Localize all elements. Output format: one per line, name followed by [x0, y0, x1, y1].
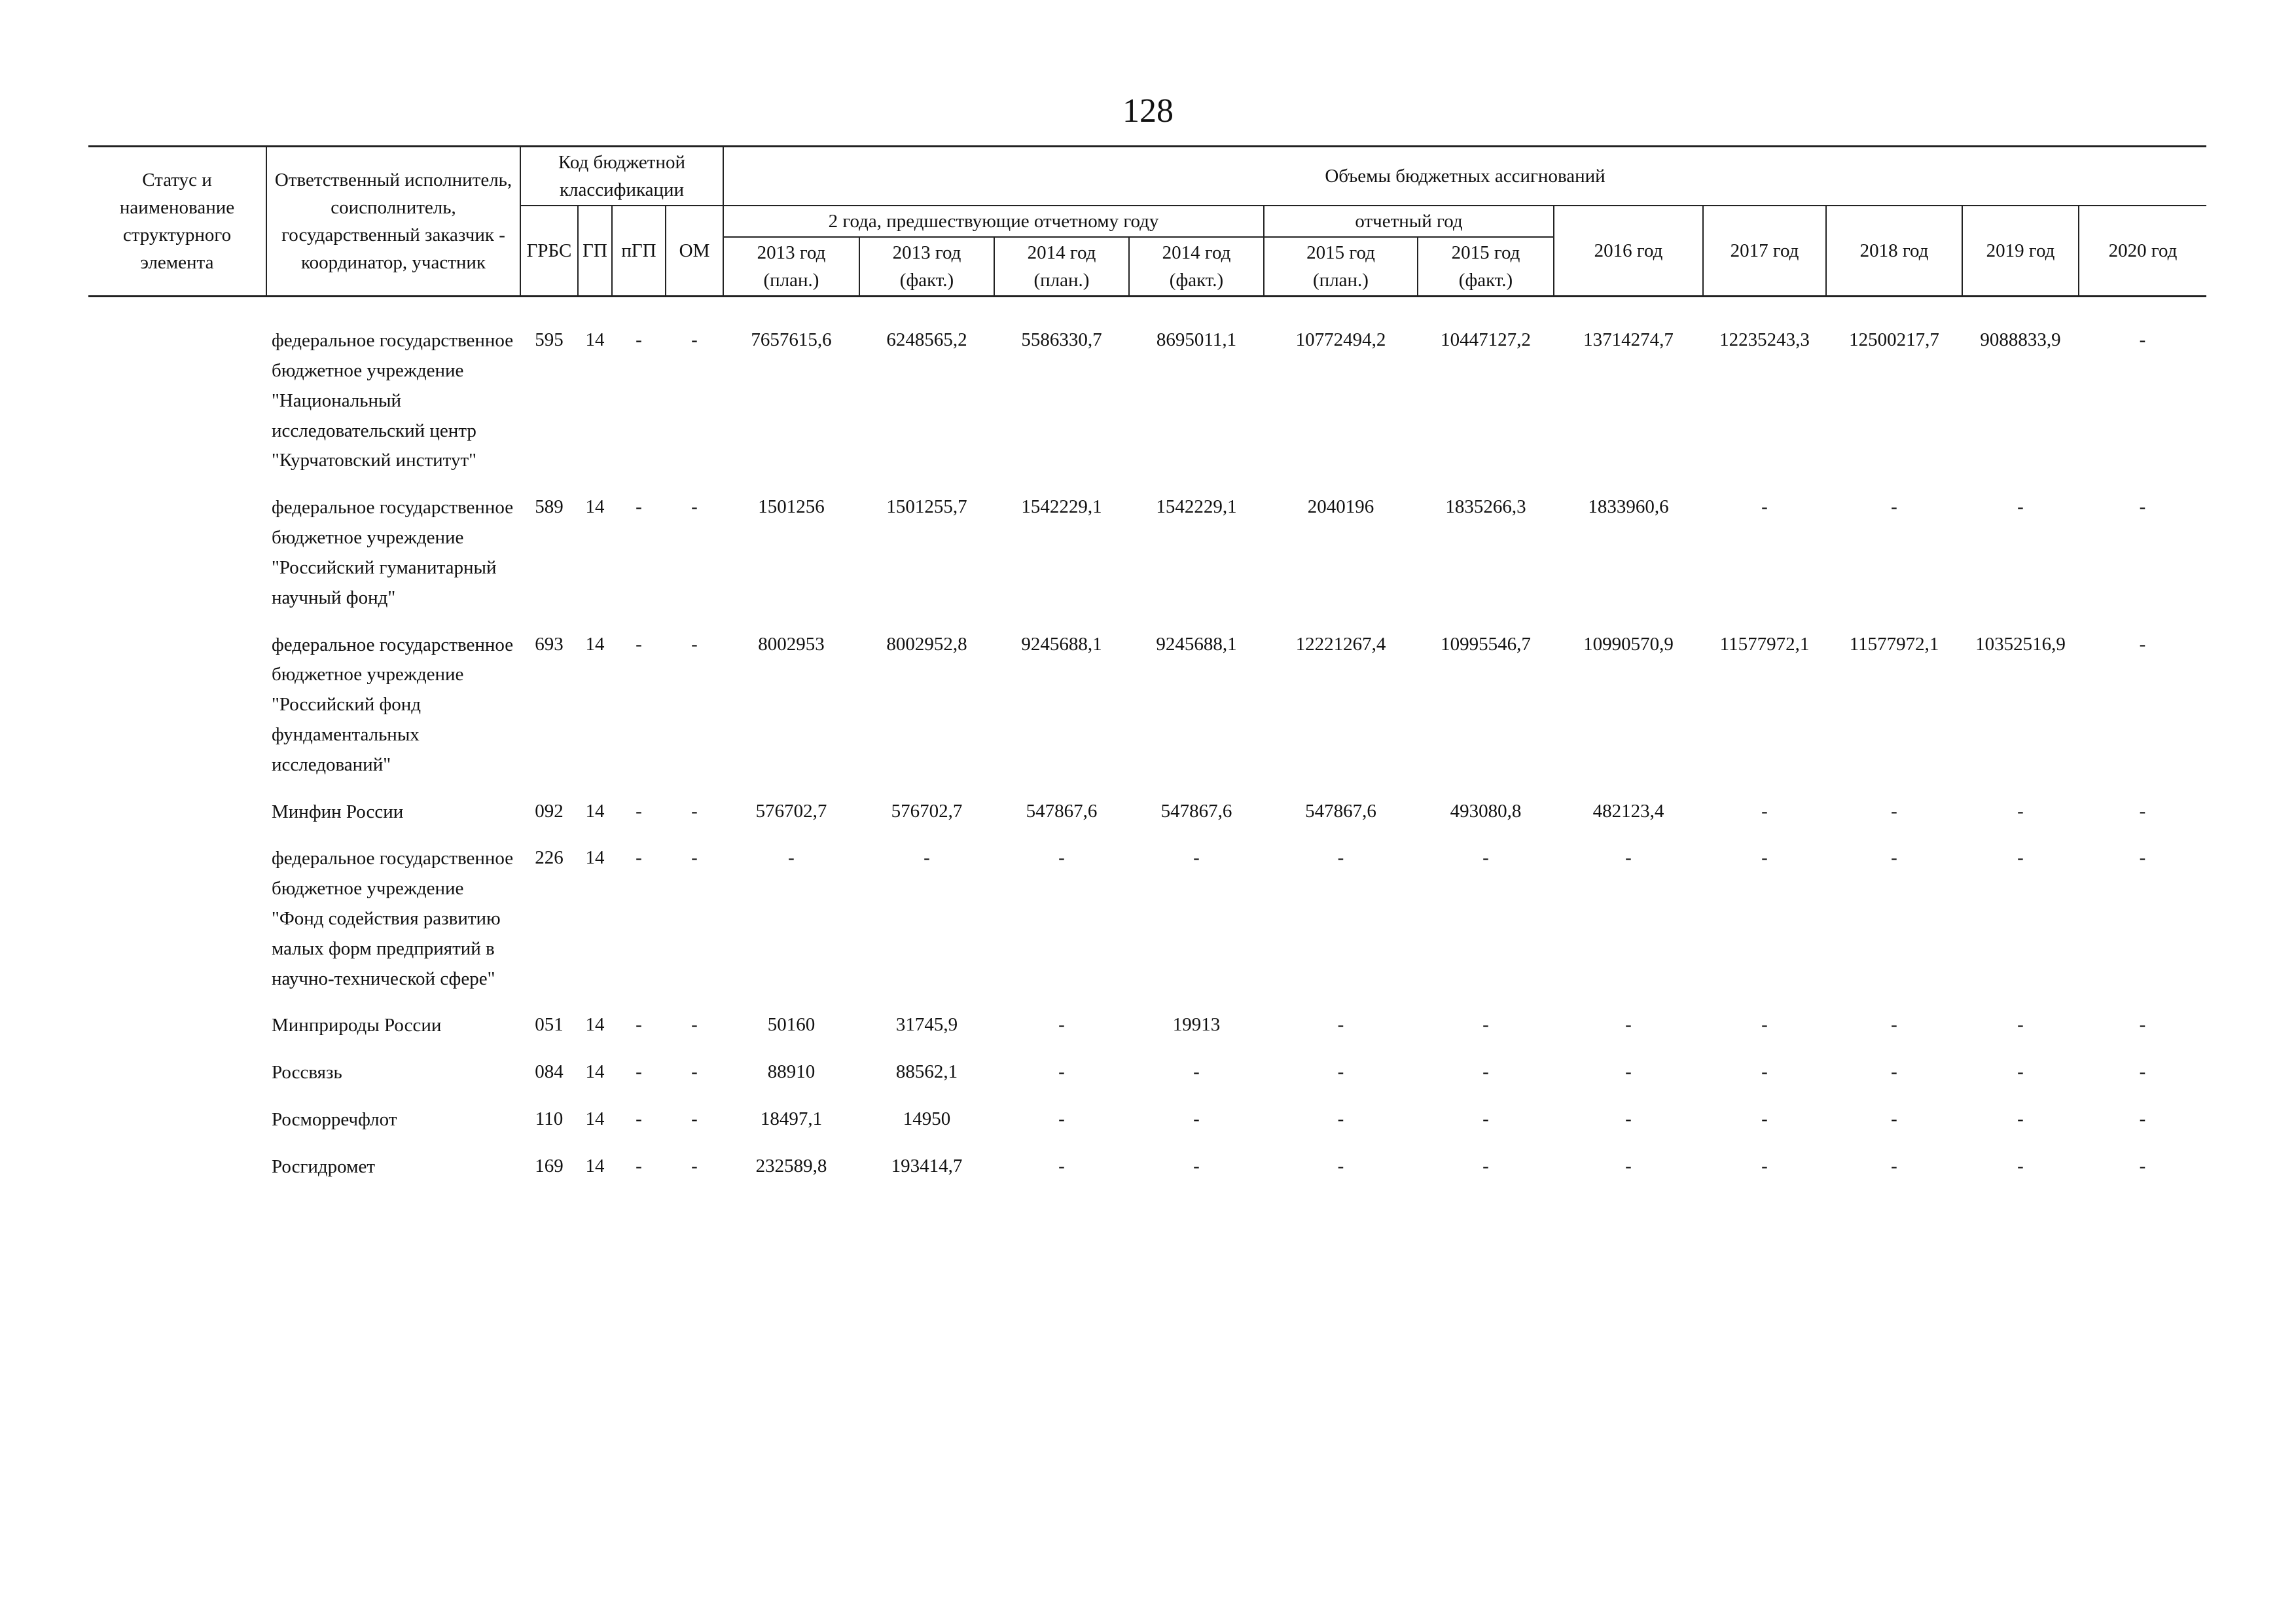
- value-cell: -: [1891, 1155, 1897, 1176]
- value-cell: 10772494,2: [1295, 329, 1386, 351]
- header-2014-plan: 2014 год (план.): [994, 237, 1129, 297]
- header-pgp: пГП: [612, 206, 666, 297]
- value-cell: -: [2139, 1014, 2146, 1036]
- value-cell: 8002953: [758, 633, 825, 655]
- pgp-cell: -: [636, 1108, 642, 1130]
- value-cell: -: [2139, 329, 2146, 351]
- value-cell: -: [1891, 847, 1897, 869]
- table-row: [88, 297, 2206, 494]
- value-cell: 1501256: [758, 496, 825, 518]
- value-cell: 5586330,7: [1021, 329, 1102, 351]
- value-cell: -: [2017, 1061, 2024, 1083]
- value-cell: 88910: [767, 1061, 816, 1083]
- value-cell: -: [1058, 1108, 1065, 1130]
- value-cell: 1542229,1: [1156, 496, 1237, 518]
- executor-cell: Росгидромет: [272, 1156, 376, 1177]
- page-number: 128: [1122, 92, 1174, 130]
- om-cell: -: [691, 1014, 698, 1036]
- value-cell: -: [2139, 496, 2146, 518]
- value-cell: -: [1625, 1155, 1632, 1176]
- om-cell: -: [691, 847, 698, 869]
- table-row: [88, 493, 2206, 630]
- value-cell: -: [1625, 847, 1632, 869]
- header-volumes: Объемы бюджетных ассигнований: [723, 147, 2206, 206]
- gp-cell: 14: [585, 633, 605, 655]
- status-cell: [88, 1058, 266, 1105]
- om-cell: -: [691, 1155, 698, 1176]
- value-cell: -: [1761, 1155, 1768, 1176]
- executor-cell: Минфин России: [272, 801, 404, 822]
- value-cell: -: [2139, 1155, 2146, 1176]
- value-cell: -: [1625, 1014, 1632, 1036]
- value-cell: 7657615,6: [751, 329, 832, 351]
- value-cell: 13714274,7: [1583, 329, 1674, 351]
- value-cell: -: [1761, 496, 1768, 518]
- value-cell: -: [1761, 1108, 1768, 1130]
- value-cell: 10447127,2: [1441, 329, 1531, 351]
- value-cell: -: [1193, 1061, 1200, 1083]
- value-cell: -: [1891, 1014, 1897, 1036]
- value-cell: 10990570,9: [1583, 633, 1674, 655]
- header-2016: 2016 год: [1554, 206, 1703, 297]
- budget-table: [88, 145, 2206, 1199]
- gp-cell: 14: [585, 1155, 605, 1176]
- om-cell: -: [691, 329, 698, 351]
- header-status: Статус и наименование структурного элемента: [88, 147, 266, 297]
- value-cell: -: [2017, 1108, 2024, 1130]
- table-header: [88, 147, 2206, 297]
- status-cell: [88, 1105, 266, 1152]
- gp-cell: 14: [585, 1061, 605, 1083]
- value-cell: 576702,7: [891, 800, 963, 822]
- value-cell: 482123,4: [1592, 800, 1664, 822]
- grbs-cell: 693: [535, 633, 564, 655]
- value-cell: -: [2139, 1061, 2146, 1083]
- header-2015-fact: 2015 год (факт.): [1418, 237, 1554, 297]
- table-row: [88, 797, 2206, 845]
- value-cell: 8002952,8: [886, 633, 967, 655]
- value-cell: -: [1761, 800, 1768, 822]
- table-row: [88, 630, 2206, 797]
- value-cell: -: [2017, 1014, 2024, 1036]
- value-cell: -: [1761, 1061, 1768, 1083]
- value-cell: -: [1891, 1108, 1897, 1130]
- grbs-cell: 092: [535, 800, 564, 822]
- gp-cell: 14: [585, 847, 605, 869]
- header-group-previous: 2 года, предшествующие отчетному году: [723, 206, 1264, 237]
- grbs-cell: 110: [535, 1108, 564, 1130]
- executor-cell: федеральное государственное бюджетное учреждение "Российский гуманитарный научный фонд": [272, 497, 514, 608]
- pgp-cell: -: [636, 1061, 642, 1083]
- value-cell: 31745,9: [895, 1014, 958, 1036]
- value-cell: 50160: [767, 1014, 816, 1036]
- value-cell: -: [1761, 1014, 1768, 1036]
- value-cell: 1833960,6: [1588, 496, 1669, 518]
- pgp-cell: -: [636, 1155, 642, 1176]
- value-cell: 1542229,1: [1021, 496, 1102, 518]
- gp-cell: 14: [585, 1014, 605, 1036]
- value-cell: 88562,1: [895, 1061, 958, 1083]
- value-cell: 11577972,1: [1719, 633, 1810, 655]
- pgp-cell: -: [636, 847, 642, 869]
- om-cell: -: [691, 496, 698, 518]
- value-cell: 12500217,7: [1849, 329, 1939, 351]
- value-cell: 547867,6: [1160, 800, 1232, 822]
- table-row: [88, 844, 2206, 1011]
- om-cell: -: [691, 800, 698, 822]
- value-cell: -: [2139, 800, 2146, 822]
- value-cell: -: [1891, 1061, 1897, 1083]
- header-2013-plan: 2013 год (план.): [723, 237, 859, 297]
- value-cell: 2040196: [1307, 496, 1374, 518]
- header-om: ОМ: [666, 206, 723, 297]
- value-cell: 9245688,1: [1156, 633, 1237, 655]
- value-cell: -: [1058, 1061, 1065, 1083]
- gp-cell: 14: [585, 496, 605, 518]
- executor-cell: Минприроды России: [272, 1015, 442, 1036]
- header-group-report: отчетный год: [1264, 206, 1554, 237]
- value-cell: 18497,1: [760, 1108, 823, 1130]
- value-cell: 12235243,3: [1719, 329, 1810, 351]
- header-2014-fact: 2014 год (факт.): [1129, 237, 1264, 297]
- value-cell: -: [1337, 1155, 1344, 1176]
- value-cell: -: [1337, 847, 1344, 869]
- table-row: [88, 1058, 2206, 1105]
- om-cell: -: [691, 1061, 698, 1083]
- value-cell: -: [1482, 1155, 1489, 1176]
- executor-cell: Росморречфлот: [272, 1109, 397, 1131]
- status-cell: [88, 1011, 266, 1058]
- value-cell: 232589,8: [755, 1155, 827, 1176]
- gp-cell: 14: [585, 1108, 605, 1130]
- value-cell: 6248565,2: [886, 329, 967, 351]
- status-cell: [88, 797, 266, 845]
- table-row: [88, 1105, 2206, 1152]
- value-cell: -: [2017, 496, 2024, 518]
- value-cell: -: [1482, 847, 1489, 869]
- status-cell: [88, 844, 266, 1011]
- header-2013-fact: 2013 год (факт.): [859, 237, 994, 297]
- value-cell: -: [1337, 1061, 1344, 1083]
- value-cell: -: [788, 847, 795, 869]
- table-row: [88, 1152, 2206, 1199]
- pgp-cell: -: [636, 1014, 642, 1036]
- value-cell: 9088833,9: [1980, 329, 2061, 351]
- header-2015-plan: 2015 год (план.): [1264, 237, 1418, 297]
- grbs-cell: 226: [535, 847, 564, 869]
- value-cell: -: [2017, 847, 2024, 869]
- value-cell: -: [1482, 1014, 1489, 1036]
- value-cell: 10995546,7: [1441, 633, 1531, 655]
- value-cell: -: [1625, 1061, 1632, 1083]
- value-cell: -: [1058, 847, 1065, 869]
- value-cell: -: [2017, 1155, 2024, 1176]
- grbs-cell: 051: [535, 1014, 564, 1036]
- value-cell: -: [1625, 1108, 1632, 1130]
- executor-cell: федеральное государственное бюджетное учреждение "Российский фонд фундаментальных исследований": [272, 634, 514, 775]
- executor-cell: Россвязь: [272, 1062, 342, 1084]
- header-2019: 2019 год: [1962, 206, 2079, 297]
- value-cell: 11577972,1: [1849, 633, 1939, 655]
- status-cell: [88, 630, 266, 797]
- value-cell: -: [1058, 1014, 1065, 1036]
- pgp-cell: -: [636, 329, 642, 351]
- executor-cell: федеральное государственное бюджетное учреждение "Национальный исследовательский центр "Курчатовский институт": [272, 330, 514, 471]
- status-cell: [88, 297, 266, 494]
- value-cell: -: [1058, 1155, 1065, 1176]
- header-grbs: ГРБС: [520, 206, 578, 297]
- value-cell: -: [2139, 633, 2146, 655]
- status-cell: [88, 493, 266, 630]
- gp-cell: 14: [585, 800, 605, 822]
- header-2017: 2017 год: [1703, 206, 1826, 297]
- value-cell: 14950: [903, 1108, 951, 1130]
- value-cell: 8695011,1: [1156, 329, 1237, 351]
- grbs-cell: 595: [535, 329, 564, 351]
- grbs-cell: 084: [535, 1061, 564, 1083]
- gp-cell: 14: [585, 329, 605, 351]
- value-cell: -: [2139, 847, 2146, 869]
- header-2020: 2020 год: [2079, 206, 2206, 297]
- table-body: [88, 297, 2206, 1199]
- value-cell: -: [1482, 1061, 1489, 1083]
- pgp-cell: -: [636, 496, 642, 518]
- value-cell: 193414,7: [891, 1155, 963, 1176]
- executor-cell: федеральное государственное бюджетное учреждение "Фонд содействия развитию малых форм предприятий в научно-технической сфере": [272, 848, 514, 989]
- grbs-cell: 169: [535, 1155, 564, 1176]
- value-cell: -: [1193, 847, 1200, 869]
- value-cell: 493080,8: [1450, 800, 1522, 822]
- value-cell: 576702,7: [755, 800, 827, 822]
- pgp-cell: -: [636, 633, 642, 655]
- pgp-cell: -: [636, 800, 642, 822]
- value-cell: -: [1891, 496, 1897, 518]
- om-cell: -: [691, 1108, 698, 1130]
- value-cell: 9245688,1: [1021, 633, 1102, 655]
- status-cell: [88, 1152, 266, 1199]
- value-cell: -: [2017, 800, 2024, 822]
- value-cell: 19913: [1172, 1014, 1221, 1036]
- header-budget-code: Код бюджетной классификации: [520, 147, 723, 206]
- value-cell: -: [924, 847, 930, 869]
- value-cell: -: [1761, 847, 1768, 869]
- value-cell: -: [1482, 1108, 1489, 1130]
- value-cell: 1835266,3: [1445, 496, 1526, 518]
- value-cell: 547867,6: [1026, 800, 1098, 822]
- value-cell: 1501255,7: [886, 496, 967, 518]
- value-cell: -: [1193, 1108, 1200, 1130]
- header-executor: Ответственный исполнитель, соисполнитель, государственный заказчик - координатор, участник: [266, 147, 520, 297]
- table-row: [88, 1011, 2206, 1058]
- value-cell: 10352516,9: [1975, 633, 2066, 655]
- value-cell: 547867,6: [1305, 800, 1376, 822]
- header-2018: 2018 год: [1826, 206, 1962, 297]
- value-cell: 12221267,4: [1295, 633, 1386, 655]
- value-cell: -: [1891, 800, 1897, 822]
- value-cell: -: [1337, 1014, 1344, 1036]
- value-cell: -: [2139, 1108, 2146, 1130]
- header-gp: ГП: [578, 206, 612, 297]
- grbs-cell: 589: [535, 496, 564, 518]
- value-cell: -: [1337, 1108, 1344, 1130]
- om-cell: -: [691, 633, 698, 655]
- value-cell: -: [1193, 1155, 1200, 1176]
